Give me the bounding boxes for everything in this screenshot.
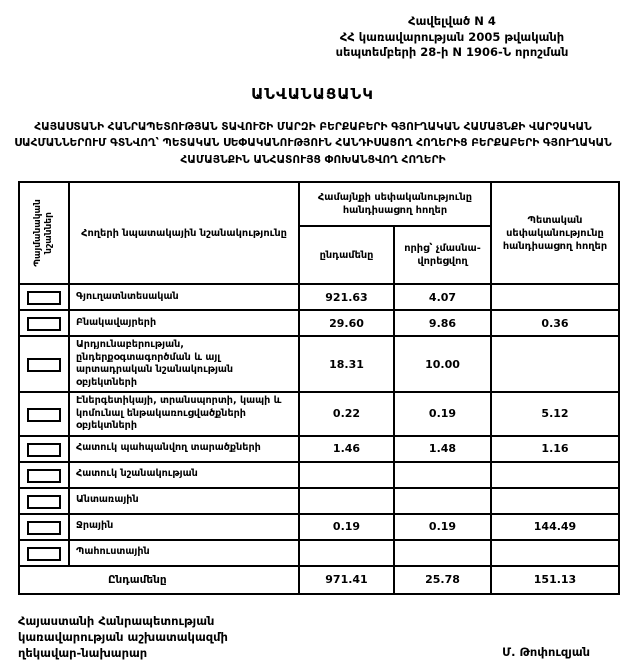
symbols-column-header-label: Պայմանական նշաններ <box>32 199 54 268</box>
total-state-value: 151.13 <box>491 566 619 594</box>
symbol-cell <box>19 310 69 336</box>
state-value <box>491 488 619 514</box>
table-row <box>19 462 619 488</box>
symbol-cell <box>19 540 69 566</box>
land-category-label: Գյուղատնտեսական <box>69 284 299 310</box>
land-category-label: Արդյունաբերության, ընդերքօգտագործման և այլ արտադրական նշանակության օբյեկտների <box>69 336 299 392</box>
page-title: ԱՆՎԱՆԱՑԱՆԿ <box>251 84 374 103</box>
table-total-row <box>19 566 619 594</box>
land-category-label: Անտառային <box>69 488 299 514</box>
non-privatized-value: 9.86 <box>394 310 491 336</box>
annex-line-1: Հավելված N 4 <box>408 14 496 28</box>
state-value <box>491 336 619 392</box>
table-row <box>19 436 619 462</box>
office-line-1: Հայաստանի Հանրապետության <box>18 613 215 628</box>
office-line-2: կառավարության աշխատակազմի <box>18 629 228 644</box>
table-row <box>19 392 619 435</box>
community-total-subheader: ընդամենը <box>299 226 394 284</box>
table-row <box>19 310 619 336</box>
land-category-label: Բնակավայրերի <box>69 310 299 336</box>
document-subtitle: ՀԱՅԱՍՏԱՆԻ ՀԱՆՐԱՊԵՏՈՒԹՅԱՆ ՏԱՎՈՒՇԻ ՄԱՐԶԻ ԲԵՐՔԱԲԵՐԻ ԳՅՈՒՂԱԿԱՆ ՀԱՄԱՅՆՔԻ ՎԱՐՉԱԿԱՆ ՍԱՀՄԱՆՆԵՐՈՒՄ ԳՏՆՎՈՂ՝ ՊԵՏԱԿԱՆ ՍԵՓԱԿԱՆՈՒԹՅՈՒՆ ՀԱՆԴԻՍԱՑՈՂ ՀՈՂԵՐԻՑ ԲԵՐՔԱԲԵՐԻ ԳՅՈՒՂԱԿԱՆ ՀԱՄԱՅՆՔԻՆ ԱՆՀԱՏՈՒՅՑ ՓՈԽԱՆՑՎՈՂ ՀՈՂԵՐԻ <box>14 120 612 167</box>
non-privatized-value: 0.19 <box>394 514 491 540</box>
land-allocation-table <box>18 181 620 594</box>
land-category-label: Հատուկ պահպանվող տարածքների <box>69 436 299 462</box>
table-row <box>19 336 619 392</box>
table-row <box>19 514 619 540</box>
non-privatized-value <box>394 488 491 514</box>
state-value: 5.12 <box>491 392 619 435</box>
state-value <box>491 284 619 310</box>
community-total-value: 18.31 <box>299 336 394 392</box>
community-total-value: 29.60 <box>299 310 394 336</box>
community-total-value: 0.19 <box>299 514 394 540</box>
symbol-cell <box>19 284 69 310</box>
signatory-name: Մ. Թոփուզյան <box>502 644 590 659</box>
non-privatized-value: 10.00 <box>394 336 491 392</box>
symbols-column-header <box>19 182 69 284</box>
non-privatized-value <box>394 462 491 488</box>
state-value <box>491 540 619 566</box>
total-non-privatized-value: 25.78 <box>394 566 491 594</box>
community-total-value: 921.63 <box>299 284 394 310</box>
table-row <box>19 540 619 566</box>
office-line-3: ղեկավար-նախարար <box>18 645 148 660</box>
symbol-cell <box>19 462 69 488</box>
table-row <box>19 284 619 310</box>
non-privatized-value: 0.19 <box>394 392 491 435</box>
land-category-label: Էներգետիկայի, տրանսպորտի, կապի և կոմունալ ենթակառուցվածքների օբյեկտների <box>69 392 299 435</box>
purpose-column-header: Հողերի նպատակային նշանակությունը <box>69 182 299 284</box>
community-total-value: 0.22 <box>299 392 394 435</box>
land-category-label: Ջրային <box>69 514 299 540</box>
table-row <box>19 488 619 514</box>
symbol-box-icon <box>27 358 61 372</box>
state-value: 0.36 <box>491 310 619 336</box>
state-value: 1.16 <box>491 436 619 462</box>
community-total-value: 1.46 <box>299 436 394 462</box>
symbol-cell <box>19 514 69 540</box>
symbol-box-icon <box>27 469 61 483</box>
community-total-value <box>299 540 394 566</box>
annex-line-2: ՀՀ կառավարության 2005 թվականի <box>339 29 565 44</box>
total-community-total-value: 971.41 <box>299 566 394 594</box>
state-value <box>491 462 619 488</box>
table-header-row-1 <box>19 182 619 226</box>
symbol-box-icon <box>27 443 61 457</box>
land-category-label: Հատուկ նշանակության <box>69 462 299 488</box>
symbol-box-icon <box>27 408 61 422</box>
non-privatized-value: 4.07 <box>394 284 491 310</box>
state-column-header: Պետական սեփականությունը հանդիսացող հողեր <box>491 182 619 284</box>
community-total-value <box>299 462 394 488</box>
symbol-cell <box>19 436 69 462</box>
symbol-box-icon <box>27 521 61 535</box>
non-privatized-subheader: որից՝ չմասնա-վորեցվող <box>394 226 491 284</box>
symbol-box-icon <box>27 547 61 561</box>
non-privatized-value <box>394 540 491 566</box>
symbol-cell <box>19 336 69 392</box>
symbol-box-icon <box>27 291 61 305</box>
total-row-label: Ընդամենը <box>19 566 299 594</box>
symbol-cell <box>19 488 69 514</box>
community-total-value <box>299 488 394 514</box>
symbol-box-icon <box>27 495 61 509</box>
annex-line-3: սեպտեմբերի 28-ի N 1906-Ն որոշման <box>335 45 569 60</box>
land-category-label: Պահուստային <box>69 540 299 566</box>
annex-reference <box>287 14 617 61</box>
symbol-box-icon <box>27 317 61 331</box>
state-value: 144.49 <box>491 514 619 540</box>
symbol-cell <box>19 392 69 435</box>
community-group-header: Համայնքի սեփականությունը հանդիսացող հողեր <box>299 182 491 226</box>
non-privatized-value: 1.48 <box>394 436 491 462</box>
